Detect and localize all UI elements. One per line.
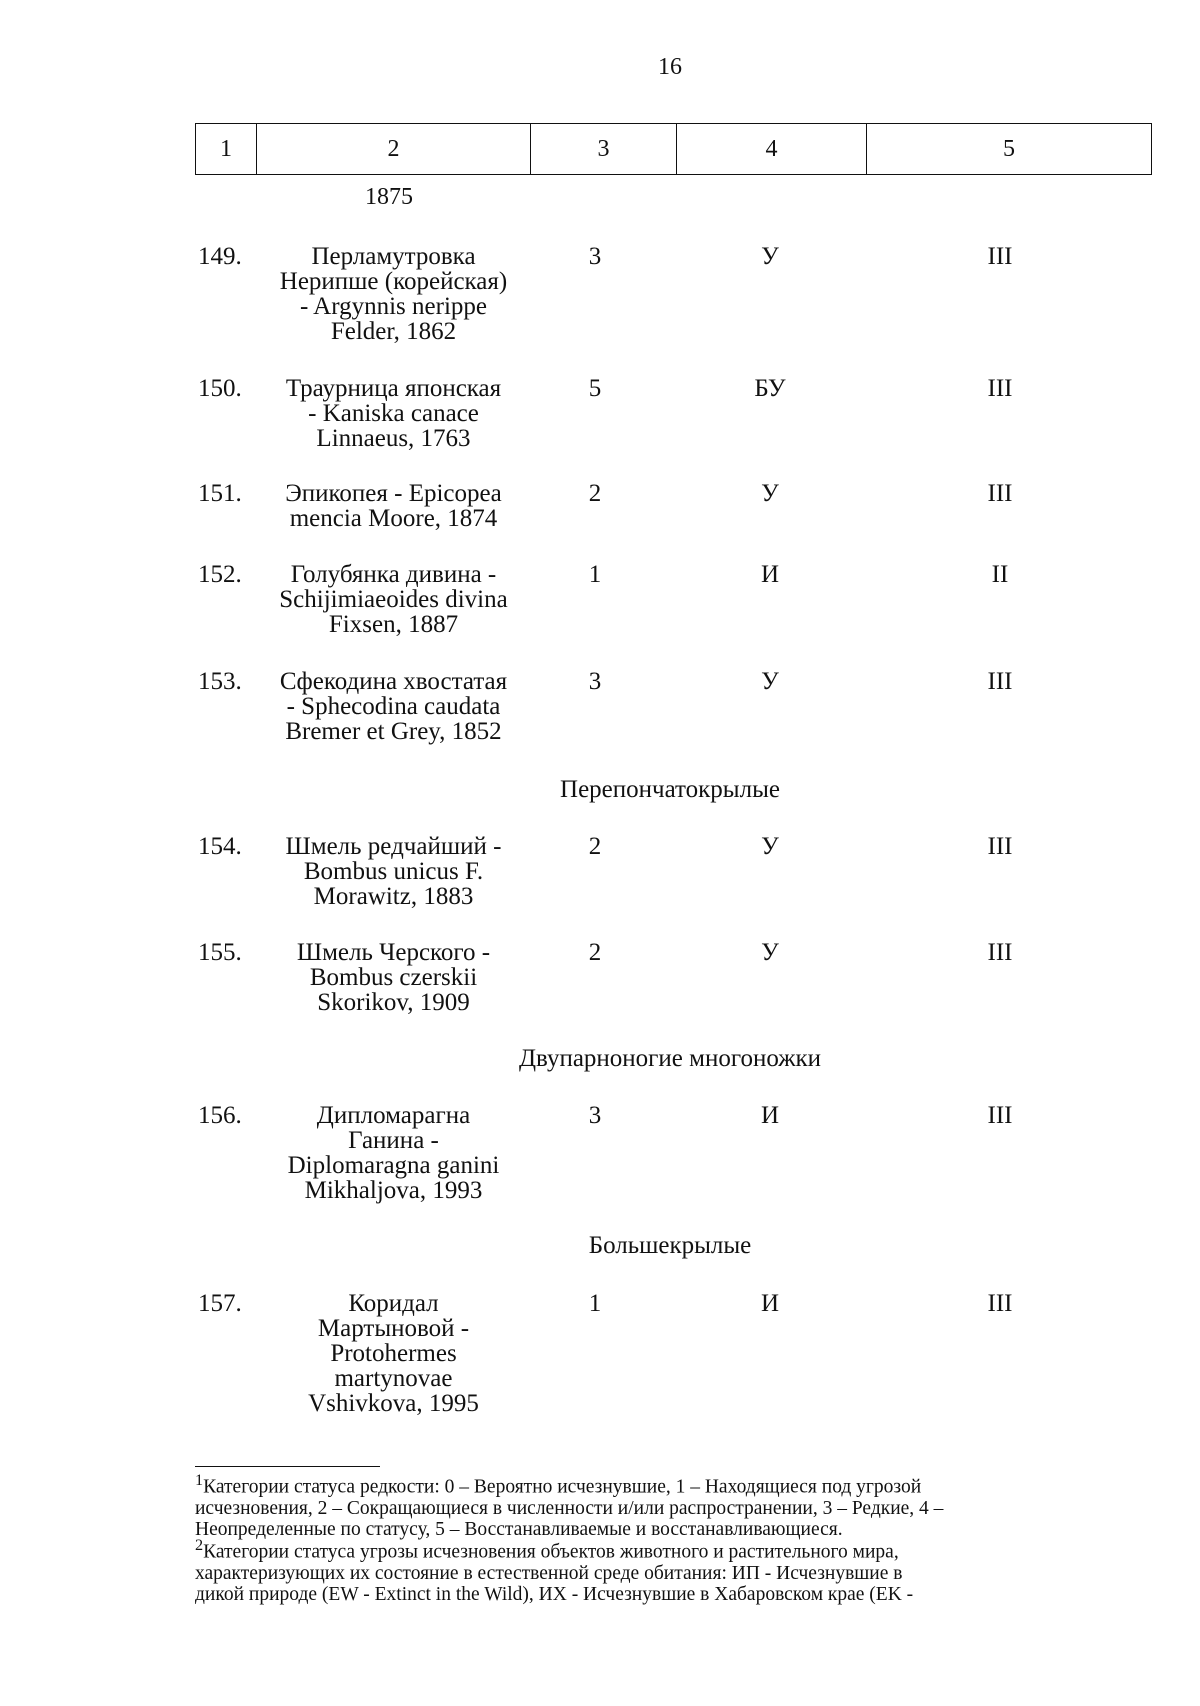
species-name: Шмель Черского - Bombus czerskii Skorikov, 1909 bbox=[296, 939, 491, 1016]
protection-category: III bbox=[987, 375, 1013, 402]
species-name: Коридал Мартыновой - Protohermes martynovae Vshivkova, 1995 bbox=[308, 1290, 479, 1417]
threat-status: У bbox=[761, 243, 779, 270]
rarity-category: 1 bbox=[588, 1290, 602, 1317]
footnote-2: $^2$Категории статуса угрозы исчезновения объектов животного и растительного мира, характеризующих их состояние в естественной среде обитания: ИП - Исчезнувшие в дикой природе (EW - Extinct in the Wild), ИХ - Исчезнувшие в Хабаровском крае (EK - bbox=[195, 1536, 914, 1605]
footnote-separator bbox=[195, 1466, 380, 1467]
row-number: 152. bbox=[198, 561, 242, 588]
row-number: 150. bbox=[198, 375, 242, 402]
footnote-mark: 2 bbox=[195, 1536, 204, 1554]
protection-category: II bbox=[991, 561, 1009, 588]
section-heading-hymenoptera: Перепончатокрылые bbox=[560, 776, 780, 803]
rarity-category: 3 bbox=[588, 668, 602, 695]
header-col-5: 5 bbox=[867, 124, 1152, 175]
row-number: 151. bbox=[198, 480, 242, 507]
row-number: 157. bbox=[198, 1290, 242, 1317]
species-name: Эпикопея - Epicopea mencia Moore, 1874 bbox=[285, 480, 502, 532]
protection-category: III bbox=[987, 939, 1013, 966]
protection-category: III bbox=[987, 833, 1013, 860]
species-name: Дипломарагна Ганина - Diplomaragna ganini Mikhaljova, 1993 bbox=[287, 1102, 500, 1204]
rarity-category: 2 bbox=[588, 939, 602, 966]
continued-year: 1875 bbox=[365, 184, 413, 210]
header-col-2: 2 bbox=[257, 124, 531, 175]
header-col-4: 4 bbox=[677, 124, 867, 175]
species-name: Перламутровка Нерипше (корейская) - Argynnis nerippe Felder, 1862 bbox=[279, 243, 508, 345]
protection-category: III bbox=[987, 243, 1013, 270]
rarity-category: 1 bbox=[588, 561, 602, 588]
header-col-1: 1 bbox=[196, 124, 257, 175]
species-name: Траурница японская - Kaniska canace Linnaeus, 1763 bbox=[285, 375, 502, 452]
protection-category: III bbox=[987, 668, 1013, 695]
header-col-3: 3 bbox=[531, 124, 677, 175]
row-number: 156. bbox=[198, 1102, 242, 1129]
rarity-category: 3 bbox=[588, 1102, 602, 1129]
threat-status: У bbox=[761, 480, 779, 507]
rarity-category: 3 bbox=[588, 243, 602, 270]
table-header bbox=[195, 123, 1152, 175]
threat-status: И bbox=[760, 1290, 780, 1317]
footnote-mark: 1 bbox=[195, 1471, 204, 1489]
threat-status: У bbox=[761, 939, 779, 966]
row-number: 153. bbox=[198, 668, 242, 695]
threat-status: И bbox=[760, 561, 780, 588]
protection-category: III bbox=[987, 1102, 1013, 1129]
threat-status: И bbox=[760, 1102, 780, 1129]
row-number: 154. bbox=[198, 833, 242, 860]
species-name: Шмель редчайший - Bombus unicus F. Morawitz, 1883 bbox=[285, 833, 502, 910]
threat-status: У bbox=[761, 833, 779, 860]
section-heading-megaloptera: Большекрылые bbox=[588, 1232, 752, 1259]
page-number: 16 bbox=[658, 54, 682, 80]
section-heading-diplopoda: Двупарноногие многоножки bbox=[518, 1045, 822, 1072]
protection-category: III bbox=[987, 480, 1013, 507]
threat-status: БУ bbox=[754, 375, 786, 402]
species-name: Сфекодина хвостатая - Sphecodina caudata Bremer et Grey, 1852 bbox=[279, 668, 508, 745]
row-number: 149. bbox=[198, 243, 242, 270]
footnote-1: $^1$Категории статуса редкости: 0 – Вероятно исчезнувшие, 1 – Находящиеся под угрозой исчезновения, 2 – Сокращающиеся в численности и/или распространении, 3 – Редкие, 4 – Неопределенные по статусу, 5 – Восстанавливаемые и восстанавливающиеся. bbox=[195, 1471, 944, 1540]
rarity-category: 2 bbox=[588, 480, 602, 507]
protection-category: III bbox=[987, 1290, 1013, 1317]
rarity-category: 5 bbox=[588, 375, 602, 402]
threat-status: У bbox=[761, 668, 779, 695]
species-name: Голубянка дивина - Schijimiaeoides divina Fixsen, 1887 bbox=[279, 561, 508, 638]
rarity-category: 2 bbox=[588, 833, 602, 860]
row-number: 155. bbox=[198, 939, 242, 966]
